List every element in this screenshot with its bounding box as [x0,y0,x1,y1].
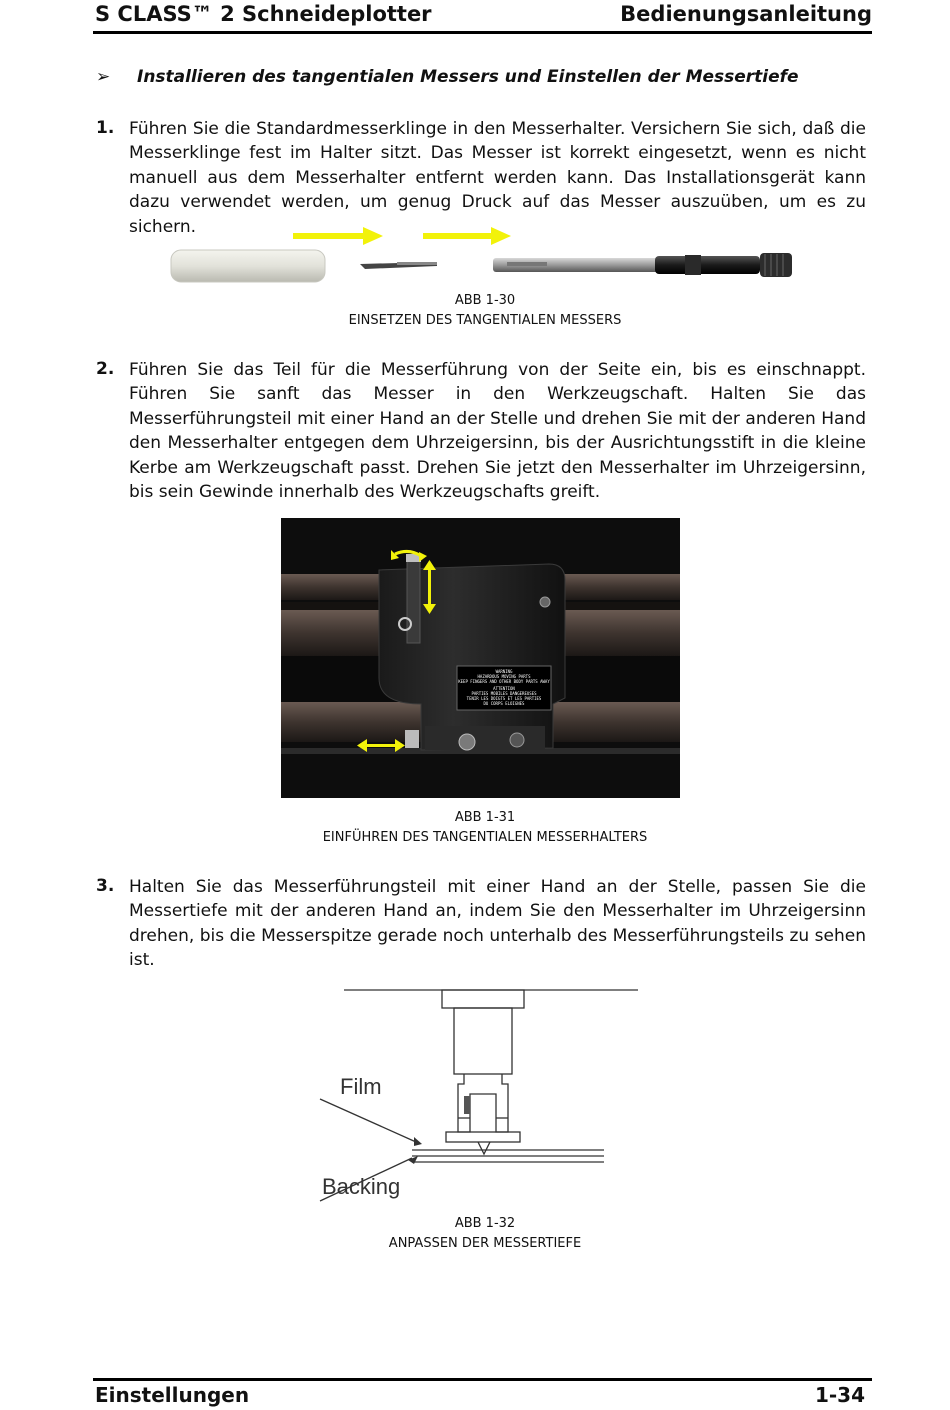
step-3-text: Halten Sie das Messerführungsteil mit einer Hand an der Stelle, passen Sie die Messertiefe mit der anderen Hand an, indem Sie den Messerhalter im Uhrzeigersinn drehen, bis die Messerspitze gerade noch unterhalb des Messerführungsteils zu sehen ist. [129,877,866,971]
film-label: Film [340,1074,382,1099]
step-2-number: 2. [96,359,115,379]
header-rule [93,31,872,34]
header-manual-name: Bedienungsanleitung [620,2,872,26]
installation-tool [171,250,325,282]
label-line: ATTENTION [493,686,515,691]
figure-number: ABB 1-31 [454,810,516,825]
figure-title: EINSETZEN DES TANGENTIALEN MESSERS [348,313,622,328]
tool-holder [407,558,420,643]
label-line: DU CORPS ELOIGNES [483,701,525,706]
warning-label [457,666,551,710]
blade-icon [360,262,437,269]
step-1-number: 1. [96,118,115,138]
header-title: S CLASS™ 2 Schneideplotter [95,2,432,26]
section-arrow-icon: ➢ [96,67,111,87]
step-1-text: Führen Sie die Standardmesserklinge in den Messerhalter. Versichern Sie sich, daß die Messerklinge fest im Halter sitzt. Das Messer ist korrekt eingesetzt, wenn es nicht manuell aus dem Messerhalter entfernt werden kann. Das Installationsgerät kann dazu verwendet werden, um genug Druck auf das Messer auszuüben, um es zu sichern. [129,119,866,237]
figure-1-31-image [281,518,680,798]
figure-title: ANPASSEN DER MESSERTIEFE [388,1236,582,1251]
figure-title: EINFÜHREN DES TANGENTIALEN MESSERHALTERS [322,830,648,845]
backing-label: Backing [322,1174,401,1199]
footer-section: Einstellungen [95,1383,250,1407]
footer-rule [93,1378,872,1381]
page-number: 1-34 [814,1383,865,1407]
label-line: WARNING [495,669,513,674]
label-line: PARTIES MOBILES DANGEREUSES [471,691,537,696]
label-line: KEEP FINGERS AND OTHER BODY PARTS AWAY [458,679,550,684]
figure-number: ABB 1-32 [454,1216,516,1231]
figure-1-31-caption [0,808,950,848]
label-line: TENIR LES DOIGTS ET LES PARTIES [466,696,542,701]
figure-1-30-image [165,222,800,290]
figure-number: ABB 1-30 [454,293,516,308]
blade-holder [493,253,792,277]
step-3-number: 3. [96,876,115,896]
insert-arrow-icon [293,227,511,245]
section-title: Installieren des tangentialen Messers und Einstellen der Messertiefe [137,67,799,87]
label-line: HAZARDOUS MOVING PARTS [477,674,531,679]
figure-1-32-caption [0,1214,950,1254]
figure-1-30-caption [0,291,950,331]
step-2-text: Führen Sie das Teil für die Messerführung von der Seite ein, bis es einschnappt. Führen Sie sanft das Messer in den Werkzeugschaft. Halten Sie das Messerführungsteil mit einer Hand an der Stelle und drehen Sie mit der anderen Hand den Messerhalter entgegen dem Uhrzeigersinn, bis der Ausrichtungsstift in die kleine Kerbe am Werkzeugschaft passt. Drehen Sie jetzt den Messerhalter im Uhrzeigersinn, bis sein Gewinde innerhalb des Werkzeugschafts greift. [129,360,866,503]
figure-1-32-image [318,982,642,1204]
page-header [95,2,872,32]
